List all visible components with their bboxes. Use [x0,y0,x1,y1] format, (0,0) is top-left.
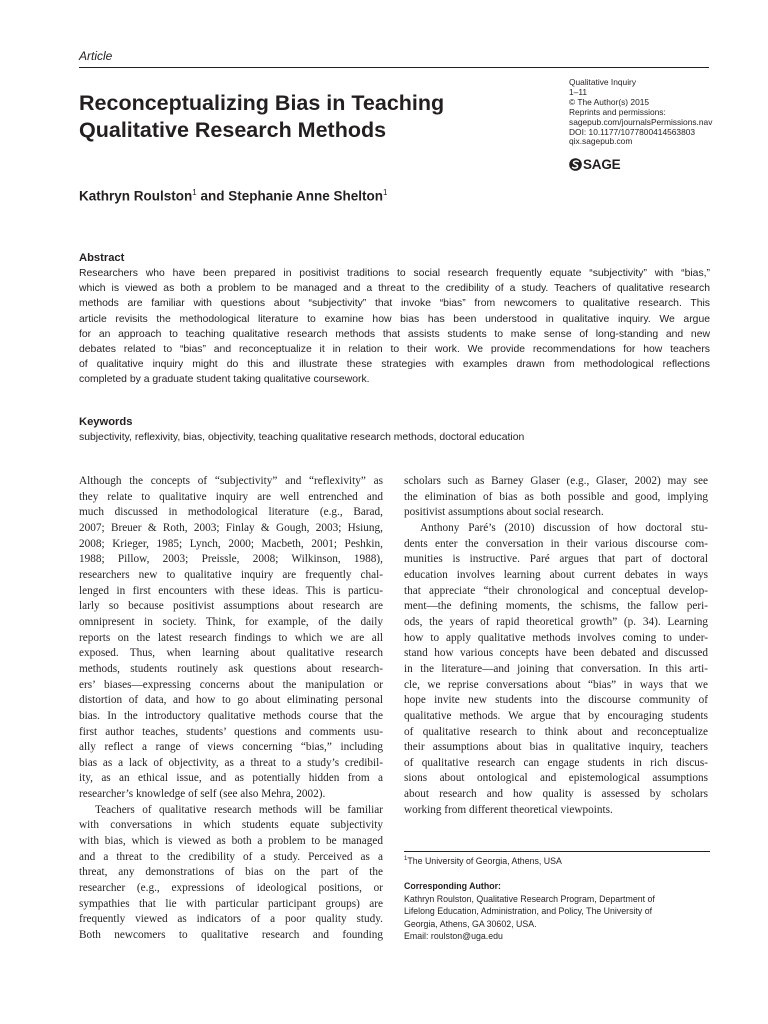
affiliation-marker: 1 [404,856,408,863]
abstract-line: which is viewed as both a problem to be managed and a threat to the credibility of a study. Teachers of qualitative research [79,283,710,295]
body-line: Although the concepts of “subjectivity” and “reflexivity” as [79,475,383,487]
keywords-heading: Keywords [79,416,133,428]
body-line: sions about ontological and epistemological assumptions [404,772,708,785]
paper-title [79,90,549,144]
body-line: lenged in first encounters with these ideas. This is particu- [79,584,383,597]
body-line: 2008; Krieger, 1985; Lynch, 2000; Macbeth, 2001; Peshkin, [79,537,383,550]
journal-url[interactable]: qix.sagepub.com [569,136,633,147]
body-line: sympathies that lie with particular participant groups) are [79,897,383,910]
body-line: the elimination of bias as both possible and good, implying [404,490,708,503]
affiliation-text: The University of Georgia, Athens, USA [407,856,562,866]
abstract-text [79,266,710,388]
abstract-line: methods are familiar with questions about “subjectivity” that invoke “bias” from newcomers to qualitative research. This [79,298,710,310]
body-line: first author teaches, students’ questions and comments usu- [79,725,383,738]
body-column-left [79,474,383,944]
abstract-line: completed by a graduate student taking qualitative coursework. [79,374,370,386]
body-line: in the literature—and joining that conversation. In this arti- [404,662,708,675]
body-line: researcher’s knowledge of self (see also Mehra, 2002). [79,788,326,801]
body-line: how to apply qualitative methods involves coming to under- [404,631,708,644]
body-line: they relate to qualitative inquiry are well entrenched and [79,490,383,503]
page-range: 1–11 [569,86,588,97]
abstract-heading: Abstract [79,252,125,264]
sage-logo [569,157,620,172]
body-line: hope invite new students into the discourse community of [404,694,708,707]
body-line: their assumptions about bias in qualitative inquiry, teachers [404,741,708,754]
body-line: ment—the defining moments, the schisms, the fallow peri- [404,600,708,613]
body-line: munities is instructive. Paré argues that part of doctoral [404,553,708,566]
author-line [79,188,387,204]
doi[interactable]: DOI: 10.1177/1077800414563803 [569,126,696,137]
footnote-rule [404,851,710,852]
body-line: 2007; Breuer & Roth, 2003; Finlay & Gough, 2003; Hsiung, [79,521,383,534]
corresponding-author-heading: Corresponding Author: [404,881,501,891]
body-line: Both newcomers to qualitative research and founding [79,929,383,942]
body-line: threat, any demonstrations of bias on the part of the [79,866,383,879]
author-name: Stephanie Anne Shelton [228,188,383,204]
author-affiliation-marker: 1 [192,188,197,197]
body-line: bias as a lack of objectivity, as a threat to a study’s credibil- [79,756,383,769]
body-line: positivist assumptions about social research. [404,506,604,519]
body-line: of qualitative research to think about and reconceptualize [404,725,708,738]
sage-logo-icon [569,158,582,171]
permissions-link[interactable]: sagepub.com/journalsPermissions.nav [569,116,713,127]
body-line: ers’ biases—expressing concerns about the manipulation or [79,678,383,691]
body-line: about research and how quality is assessed by scholars [404,788,708,801]
body-line: researcher (e.g., expressions of ideological positions, or [79,882,383,895]
body-line: ods, the years of rapid theoretical growth” (p. 34). Learning [404,615,708,628]
abstract-line: Researchers who have been prepared in positivist traditions to social research frequently equate “subjectivity” with “bias,” [79,268,710,279]
body-line: Anthony Paré’s (2010) discussion of how doctoral stu- [420,521,708,534]
body-line: 1988; Pillow, 2003; Preissle, 2008; Wilkinson, 1988), [79,553,383,566]
paper-title-line: Qualitative Research Methods [79,118,387,142]
corresponding-line: Kathryn Roulston, Qualitative Research Program, Department of [404,894,655,904]
body-line: larly so because positivist assumptions about research are [79,600,383,613]
abstract-line: article revisits the methodological literature to examine how bias has been understood in qualitative inquiry. We argue [79,313,710,325]
copyright: © The Author(s) 2015 [569,96,650,107]
body-line: and a threat to the credibility of a study. Perceived as a [79,850,383,863]
body-line: exposed. Thus, when learning about qualitative research [79,647,383,660]
body-line: working from different theoretical viewpoints. [404,803,613,816]
body-line: cle, we reprise conversations about “bias” in ways that we [404,678,708,691]
corresponding-author-details [404,893,655,943]
body-line: with bias, which is viewed as both a problem to be managed [79,835,383,848]
article-type-label: Article [79,49,113,63]
journal-name: Qualitative Inquiry [569,77,637,87]
affiliation-footnote [404,856,562,866]
body-line: omnipresent in society. Think, for example, of the daily [79,615,383,628]
body-line: frequently viewed as indicators of a poor quality study. [79,913,383,926]
keywords-text: subjectivity, reflexivity, bias, objectivity, teaching qualitative research methods, doctoral education [79,432,525,443]
body-line: stand how various concepts have been debated and discussed [404,647,708,660]
abstract-line: for an approach to teaching qualitative research methods that assists students to make sense of long-standing and new [79,328,710,340]
author-affiliation-marker: 1 [382,188,388,197]
body-line: methods, students routinely ask questions about research- [79,662,383,675]
body-line: that appreciate “their chronological and conceptual develop- [404,584,708,597]
body-column-right [404,474,708,818]
body-line: with conversations in which students equate subjectivity [79,819,383,832]
corresponding-email[interactable]: Email: roulston@uga.edu [404,931,503,942]
body-line: scholars such as Barney Glaser (e.g., Glaser, 2002) may see [404,475,708,487]
paper-title-line: Reconceptualizing Bias in Teaching [79,91,445,115]
body-line: distortion of data, and how to go about eliminating personal [79,694,383,707]
body-line: much discussed in methodological literature (e.g., Barad, [79,506,383,519]
body-line: reports on the latest research findings to which we are all [79,631,383,644]
abstract-line: of qualitative inquiry might do this and illustrate these strategies with examples drawn from methodological reflections [79,359,710,371]
header-rule [79,67,709,68]
body-line: ity, as an ethical issue, and as potentially hidden from a [79,772,383,785]
body-line: education involves learning about current debates in ways [404,568,708,581]
reprints-label: Reprints and permissions: [569,106,666,117]
journal-meta [569,78,712,147]
body-line: dents enter the conversation in their various discourse com- [404,537,708,550]
author-connector: and [196,188,229,204]
body-line: researchers new to qualitative inquiry are frequently chal- [79,568,383,581]
body-line: qualitative methods. We argue that by encouraging students [404,709,708,722]
sage-logo-text: SAGE [583,157,621,172]
author-name: Kathryn Roulston [79,188,193,204]
body-line: bias. In the introductory qualitative methods course that the [79,709,383,722]
corresponding-line: Lifelong Education, Administration, and Policy, The University of [404,906,653,917]
body-line: Teachers of qualitative research methods will be familiar [95,803,383,816]
body-line: ally reflect a range of views concerning “bias,” including [79,741,383,754]
abstract-line: debates related to “bias” and reconceptualize it in relation to their work. We provide recommendations for how teachers [79,344,710,356]
body-line: of qualitative research can engage students in rich discus- [404,756,708,769]
corresponding-line: Georgia, Athens, GA 30602, USA. [404,918,537,929]
